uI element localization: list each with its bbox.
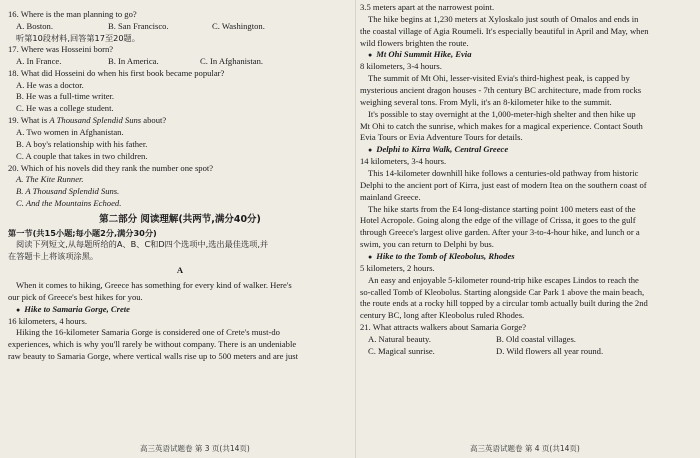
hike1-line2: experiences, which is why you'll rarely be without company. There is an undeniable [8,339,297,350]
q16-option-c: C. Washington. [212,20,265,31]
q16-stem: 16. Where is the man planning to go? [8,9,137,19]
passage-label: A [176,265,184,276]
q20-option-b: B. A Thousand Splendid Suns. [16,186,120,197]
q18-option-b: B. He was a full-time writer. [16,91,115,102]
hike2-meta: 8 kilometers, 3-4 hours. [360,61,442,72]
q19-option-a: A. Two women in Afghanistan. [16,127,124,138]
hike3-meta: 14 kilometers, 3-4 hours. [360,156,447,167]
hike4-line2: so-called Tomb of Kleobolus. Starting alongside Car Park 1 above the main beach, [360,286,645,297]
page-divider [355,0,356,458]
q17-option-b: B. In America. [108,55,159,66]
q21-option-b: B. Old coastal villages. [496,334,576,345]
q16-option-b: B. San Francisco. [108,20,169,31]
passage-intro-line2: our pick of Greece's best hikes for you. [8,291,143,302]
right-page [360,0,696,358]
section1-instruction-line2: 在答题卡上将该项涂黑。 [8,250,99,261]
q17-stem: 17. Where was Hosseini born? [8,44,114,55]
hike3-line3: mainland Greece. [360,191,421,202]
q16-options [8,21,352,33]
q19-option-c: C. A couple that takes in two children. [16,150,148,161]
q18-stem: 18. What did Hosseini do when his first book became popular? [8,67,225,78]
hike1-line1: Hiking the 16-kilometer Samaria Gorge is considered one of Crete's must-do [16,327,280,338]
q21-option-d: D. Wild flowers all year round. [496,345,604,356]
hike4-title: ● Hike to the Tomb of Kleobolus, Rhodes [360,251,696,263]
q21-option-c: C. Magical sunrise. [368,345,435,356]
right-line3: the coastal village of Agia Roumeli. It's especially beautiful in April and May, when [360,25,649,36]
q20-option-a: A. The Kite Runner. [16,174,84,185]
q17-option-c: C. In Afghanistan. [200,55,264,66]
hike2-line4: It's possible to stay overnight at the 1,000-meter-high shelter and then hike up [368,108,636,119]
hike4-line4: century BC, long after Kleobolus ruled Rhodes. [360,310,525,321]
right-line2: The hike begins at 1,230 meters at Xyloskalo just south of Omalos and ends in [368,13,639,24]
hike1-title: ● Hike to Samaria Gorge, Crete [8,304,352,316]
left-page-footer: 高三英语试题卷 第 3 页(共14页) [140,444,250,453]
hike2-line3: weighing several tons. From Myli, it's an 8-kilometer hike to the summit. [360,96,612,107]
hike1-line3: raw beauty to Samaria Gorge, where vertical walls rise up to 500 meters and are just [8,351,299,362]
right-page-footer: 高三英语试题卷 第 4 页(共14页) [470,444,580,453]
hike4-meta: 5 kilometers, 2 hours. [360,262,435,273]
q18-option-c: C. He was a college student. [16,103,114,114]
hike3-line2: Delphi to the ancient port of Kirra, just east of modern Itea on the southern coast of [360,179,647,190]
q20-option-c: C. And the Mountains Echoed. [16,198,122,209]
q19-option-b: B. A boy's relationship with his father. [16,138,148,149]
hike2-title: ● Mt Ohi Summit Hike, Evia [360,49,696,61]
hike3-line1: This 14-kilometer downhill hike follows a centuries-old pathway from historic [368,168,639,179]
listening-instruction: 听第10段材料,回答第17至20题。 [16,32,140,43]
hike1-meta: 16 kilometers, 4 hours. [8,315,88,326]
passage-intro-line1: When it comes to hiking, Greece has something for every kind of walker. Here's [16,279,292,290]
q21-options-row1 [360,334,696,346]
q19-stem-title: A Thousand Splendid Suns [49,115,142,126]
q17-option-a: A. In France. [16,55,62,66]
hike3-line7: swim, you can return to Delphi by bus. [360,239,494,250]
section1-title: 第一节(共15小题;每小题2分,满分30分) [8,228,157,239]
left-page [8,0,352,363]
hike3-line5: Hotel Acropole. Going along the edge of the village of Crissa, it goes to the gulf [360,215,636,226]
hike2-line6: Evia Tours or Evia Adventure Tours for details. [360,132,523,143]
q19-stem-pre: 19. What is [8,115,50,126]
q21-option-a: A. Natural beauty. [368,334,431,345]
q17-options [8,56,352,68]
hike3-line4: The hike starts from the E4 long-distance starting point 100 meters east of the [368,203,636,214]
q21-options-row2 [360,346,696,358]
hike2-line5: Mt Ohi to catch the sunrise, which makes for a magical experience. Contact South [360,120,643,131]
q19-stem [8,115,352,127]
hike4-line1: An easy and enjoyable 5-kilometer round-trip hike escapes Lindos to reach the [368,274,639,285]
hike4-line3: the route ends at a rocky hill topped by a circular tomb actually built during the 2nd [360,298,648,309]
q18-option-a: A. He was a doctor. [16,79,84,90]
right-line4: wild flowers brighten the route. [360,37,469,48]
hike2-line2: mysterious ancient dragon houses - 7th century BC architecture, made from rocks [360,85,642,96]
q21-stem: 21. What attracts walkers about Samaria Gorge? [360,322,527,333]
hike2-line1: The summit of Mt Ohi, lesser-visited Evia's third-highest peak, is capped by [368,73,630,84]
q16-option-a: A. Boston. [16,20,54,31]
q19-stem-post: about? [141,115,167,126]
q20-stem: 20. Which of his novels did they rank the number one spot? [8,162,214,173]
hike3-title: ● Delphi to Kirra Walk, Central Greece [360,144,696,156]
section1-instruction-line1: 阅读下列短文,从每题所给的A、B、C和D四个选项中,选出最佳选项,并 [16,239,269,250]
part2-title: 第二部分 阅读理解(共两节,满分40分) [99,214,261,226]
right-line1: 3.5 meters apart at the narrowest point. [360,2,495,12]
hike3-line6: through Greece's largest olive garden. After your 3-to-4-hour hike, and lunch or a [360,227,640,238]
